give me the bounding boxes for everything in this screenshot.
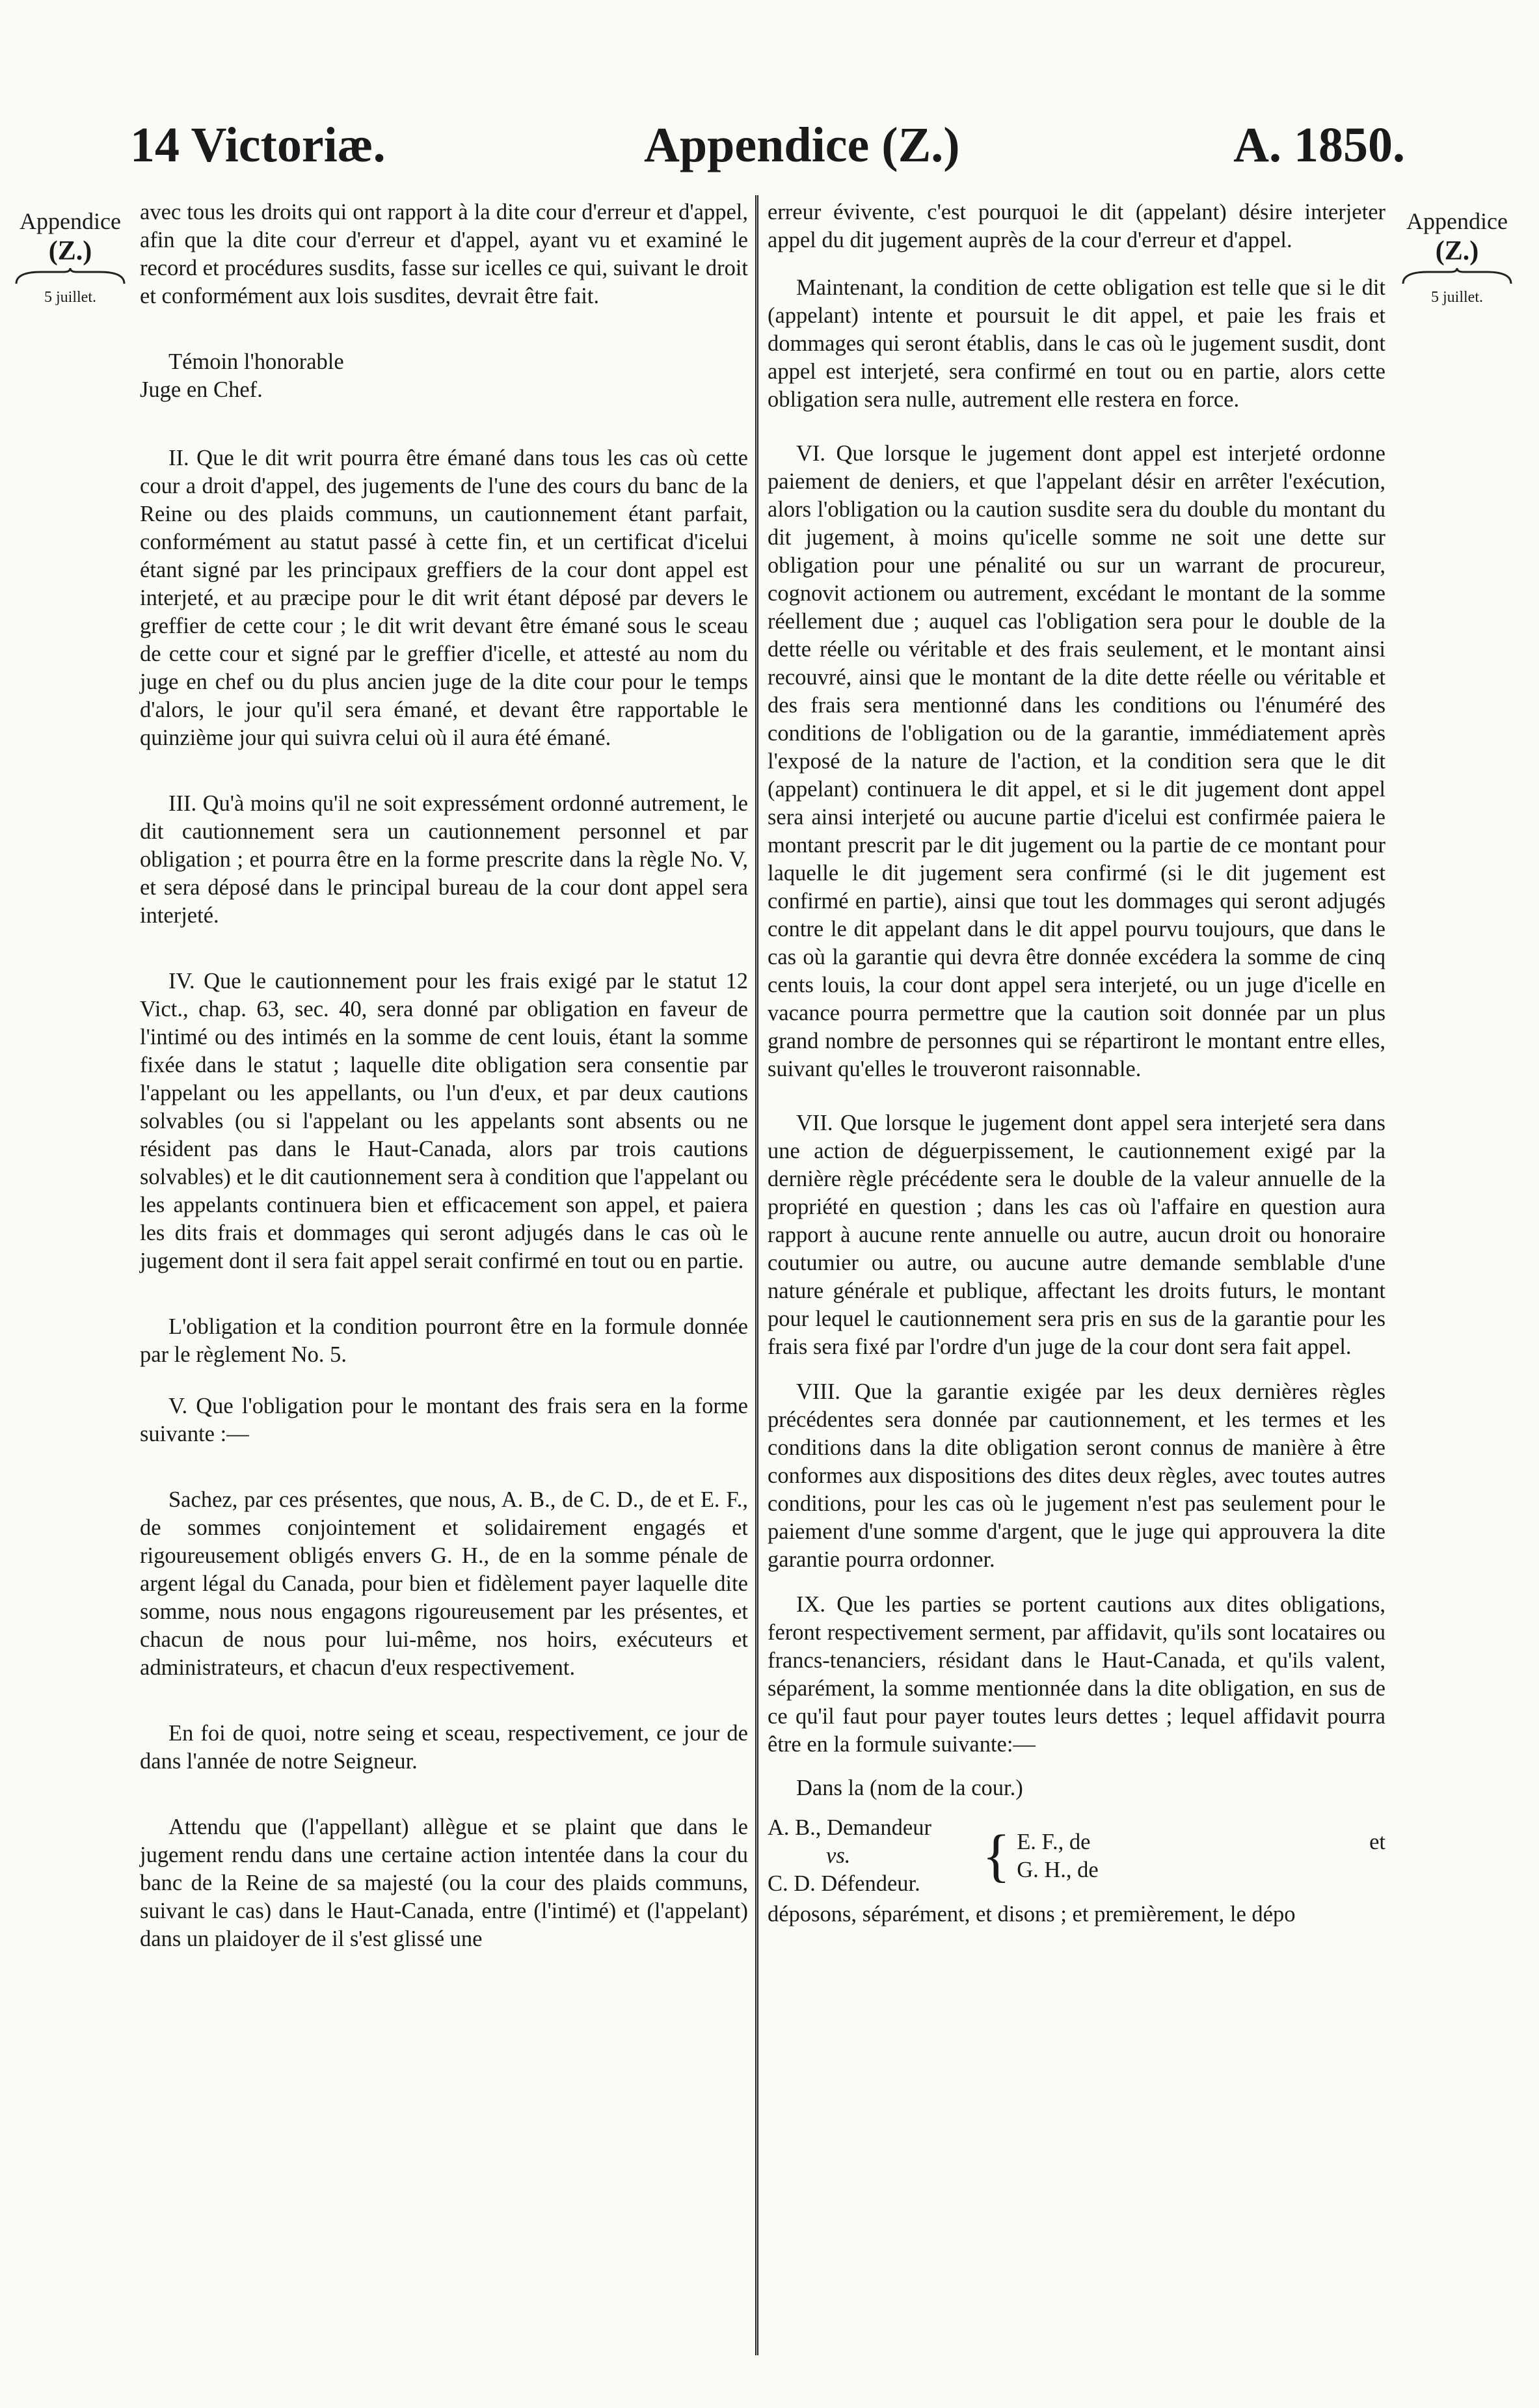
margin-date: 5 juillet. (1431, 289, 1483, 306)
header-year: A. 1850. (1233, 118, 1405, 172)
rule-ix-paragraph: IX. Que les parties se portent cautions aux dites obligations, feront respectivement serment, par affidavit, qu'ils sont locataires ou francs-tenanciers, résidant dans le Haut-Canada, et qu'ils valent, séparément, la somme mentionnée dans la dite obligation, en sus de ce qu'il faut pour payer toutes leurs dettes ; lequel affidavit pourra être en la formule suivante:— (768, 1592, 1385, 1757)
page-header (130, 111, 1405, 195)
condition-paragraph: Maintenant, la condition de cette obligation est telle que si le dit (appelant) intente et poursuit le dit appel, et paie les frais et dommages qui seront établis, dans le cas où le jugement susdit, dont appel est interjeté, sera confirmé en tout ou en partie, alors cette obligation sera nulle, autrement elle restera en force. (768, 275, 1385, 412)
case-parties (768, 1814, 982, 1898)
rule-v-paragraph: V. Que l'obligation pour le montant des frais sera en la forme suivante :— (140, 1394, 748, 1446)
margin-appendix-label: Appendice (20, 208, 121, 234)
case-caption (768, 1814, 1385, 1898)
surety-gh: G. H., de (1017, 1857, 1099, 1882)
court-name-line: Dans la (nom de la cour.) (796, 1776, 1023, 1800)
conjunction: et (1369, 1829, 1385, 1854)
judge-signature: Juge en Chef. (140, 377, 263, 402)
paragraph: erreur évivente, c'est pourquoi le dit (appelant) désire interjeter appel du dit jugement auprès de la cour d'erreur et d'appel. (768, 200, 1385, 252)
column-divider (755, 195, 758, 2355)
defendant: C. D. Défendeur. (768, 1871, 920, 1896)
right-column (768, 198, 1385, 1966)
paragraph: L'obligation et la condition pourront être en la formule donnée par le règlement No. 5. (140, 1314, 748, 1367)
whereas-paragraph: Attendu que (l'appellant) allègue et se plaint que dans le jugement rendu dans une certaine action intentée dans la cour du banc de la Reine de sa majesté (ou la cour des plaids communs, suivant le cas) dans le Haut-Canada, entre (l'intimé) et (l'appelant) dans un plaidoyer de il s'est glissé une (140, 1815, 748, 1951)
curly-brace-icon: { (982, 1823, 1011, 1888)
rule-viii-paragraph: VIII. Que la garantie exigée par les deux dernières règles précédentes sera donnée par cautionnement, et les termes et les conditions dans la dite obligation seront connus de manière à être conformes aux dispositions des dites deux règles, avec toutes autres conditions, pour les cas où le jugement n'est pas seulement pour le paiement d'une somme d'argent, que le juge qui approuvera la dite garantie pourra ordonner. (768, 1379, 1385, 1572)
margin-appendix-label: Appendice (1406, 208, 1508, 234)
case-sureties (1017, 1828, 1385, 1884)
rule-vii-paragraph: VII. Que lorsque le jugement dont appel sera interjeté sera dans une action de déguerpissement, le cautionnement exigé par la dernière règle précédente sera le double de la valeur annuelle de la propriété en question ; dans les cas où l'affaire en question aura rapport à aucune rente annuelle ou autre, aucun droit ou honoraire coutumier ou autre, ou aucune autre demande semblable d'une nature générale et publique, affectant les droits futurs, le montant pour lequel le cautionnement sera pris en sus de la garantie pour les frais sera fixé par l'ordre d'un juge de la cour dont sera fait appel. (768, 1111, 1385, 1359)
left-column (140, 198, 748, 1991)
versus: vs. (826, 1843, 851, 1868)
header-regnal-year: 14 Victoriæ. (130, 118, 386, 172)
margin-brace-icon (1402, 268, 1512, 285)
header-appendix-title: Appendice (Z.) (644, 118, 960, 172)
witness-line: Témoin l'honorable (168, 349, 344, 374)
margin-brace-icon (15, 268, 126, 285)
bond-form-paragraph: Sachez, par ces présentes, que nous, A. B., de C. D., de et E. F., de sommes conjointement et solidairement engagés et rigoureusement obligés envers G. H., de en la somme pénale de argent légal du Canada, pour bien et fidèlement payer laquelle dite somme, nous nous engagons rigoureusement par les présentes, et chacun de nous pour lui-même, nos hoirs, exécuteurs et administrateurs, et chacun d'eux respectivement. (140, 1487, 748, 1680)
margin-date: 5 juillet. (44, 289, 96, 306)
rule-vi-paragraph: VI. Que lorsque le jugement dont appel est interjeté ordonne paiement de deniers, et que l'appelant désir en arrêter l'exécution, alors l'obligation ou la caution susdite sera du double du montant du dit jugement, à moins qu'icelle somme ne soit une dette sur obligation pour une pénalité ou sur un warrant de procureur, cognovit actionem ou autrement, excédant le montant de la somme réellement due ; auquel cas l'obligation sera pour le double de la dette réelle ou véritable et des frais seulement, et le montant ainsi recouvré, ainsi que le montant de la dite dette réelle ou véritable et des frais sera mentionné dans les conditions ou l'énuméré des conditions de l'obligation ou de la garantie, immédiatement après l'exposé de la nature de l'action, et la condition sera que le dit (appelant) continuera le dit appel, et si le dit jugement dont appel sera ainsi interjeté ou aucune partie d'icelui est confirmée paiera le montant prescrit par le dit jugement ou la partie de ce montant pour laquelle le dit jugement sera confirmé (si le dit jugement est confirmé en partie), ainsi que tout les dommages qui seront adjugés contre le dit appelant dans le dit appel pourvu toujours, que dans le cas où la garantie qui devra être donnée excédera la somme de cinq cents louis, la cour dont appel sera interjeté, ou un juge d'icelle en vacance pourra permettre que la caution soit donnée par un plus grand nombre de personnes qui se répartiront le montant entre elles, suivant qu'elles le trouveront raisonnable. (768, 441, 1385, 1081)
margin-appendix-letter: (Z.) (1435, 236, 1479, 266)
left-margin-note (5, 207, 135, 306)
paragraph: avec tous les droits qui ont rapport à la dite cour d'erreur et d'appel, afin que la dite cour d'erreur et d'appel, ayant vu et examiné le record et procédures susdits, fasse sur icelles ce qui, suivant le droit et conformément aux lois susdites, devrait être fait. (140, 200, 748, 308)
rule-iii-paragraph: III. Qu'à moins qu'il ne soit expressément ordonné autrement, le dit cautionnement sera un cautionnement personnel et par obligation ; et pourra être en la forme prescrite dans la règle No. V, et sera déposé dans le principal bureau de la cour dont appel sera interjeté. (140, 791, 748, 928)
plaintiff: A. B., Demandeur (768, 1815, 931, 1840)
margin-appendix-letter: (Z.) (48, 236, 92, 266)
rule-iv-paragraph: IV. Que le cautionnement pour les frais exigé par le statut 12 Vict., chap. 63, sec. 40, sera donné par obligation en faveur de l'intimé ou des intimés en la somme de cent louis, étant la somme fixée dans le statut ; laquelle dite obligation sera consentie par l'appelant ou les appellants, ou l'un d'eux, et par deux cautions solvables (ou si l'appelant ou les appelants sont absents ou ne résident pas dans le Haut-Canada, alors par trois cautions solvables) et le dit cautionnement sera à condition que l'appelant ou les appelants continuera bien et efficacement son appel, et paiera les dits frais et dommages qui seront adjugés dans le cas où le jugement dont il sera fait appel serait confirmé en tout ou en partie. (140, 969, 748, 1273)
surety-ef: E. F., de (1017, 1829, 1091, 1854)
right-margin-note (1385, 207, 1529, 306)
seal-paragraph: En foi de quoi, notre seing et sceau, respectivement, ce jour de dans l'année de notre Seigneur. (140, 1721, 748, 1774)
deposition-line: déposons, séparément, et disons ; et premièrement, le dépo (768, 1902, 1296, 1927)
rule-ii-paragraph: II. Que le dit writ pourra être émané dans tous les cas où cette cour a droit d'appel, des jugements de l'une des cours du banc de la Reine ou des plaids communs, un cautionnement étant parfait, conformément au statut passé à cette fin, et un certificat d'icelui étant signé par les principaux greffiers de la cour dont appel est interjeté, et au præcipe pour le dit writ étant déposé par devers le greffier de cette cour ; le dit writ devant être émané sous le sceau de cette cour et signé par le greffier d'icelle, et attesté au nom du juge en chef ou du plus ancien juge de la dite cour pour le temps d'alors, le jour qu'il sera émané, et devant être rapportable le quinzième jour qui suivra celui où il aura été émané. (140, 446, 748, 750)
